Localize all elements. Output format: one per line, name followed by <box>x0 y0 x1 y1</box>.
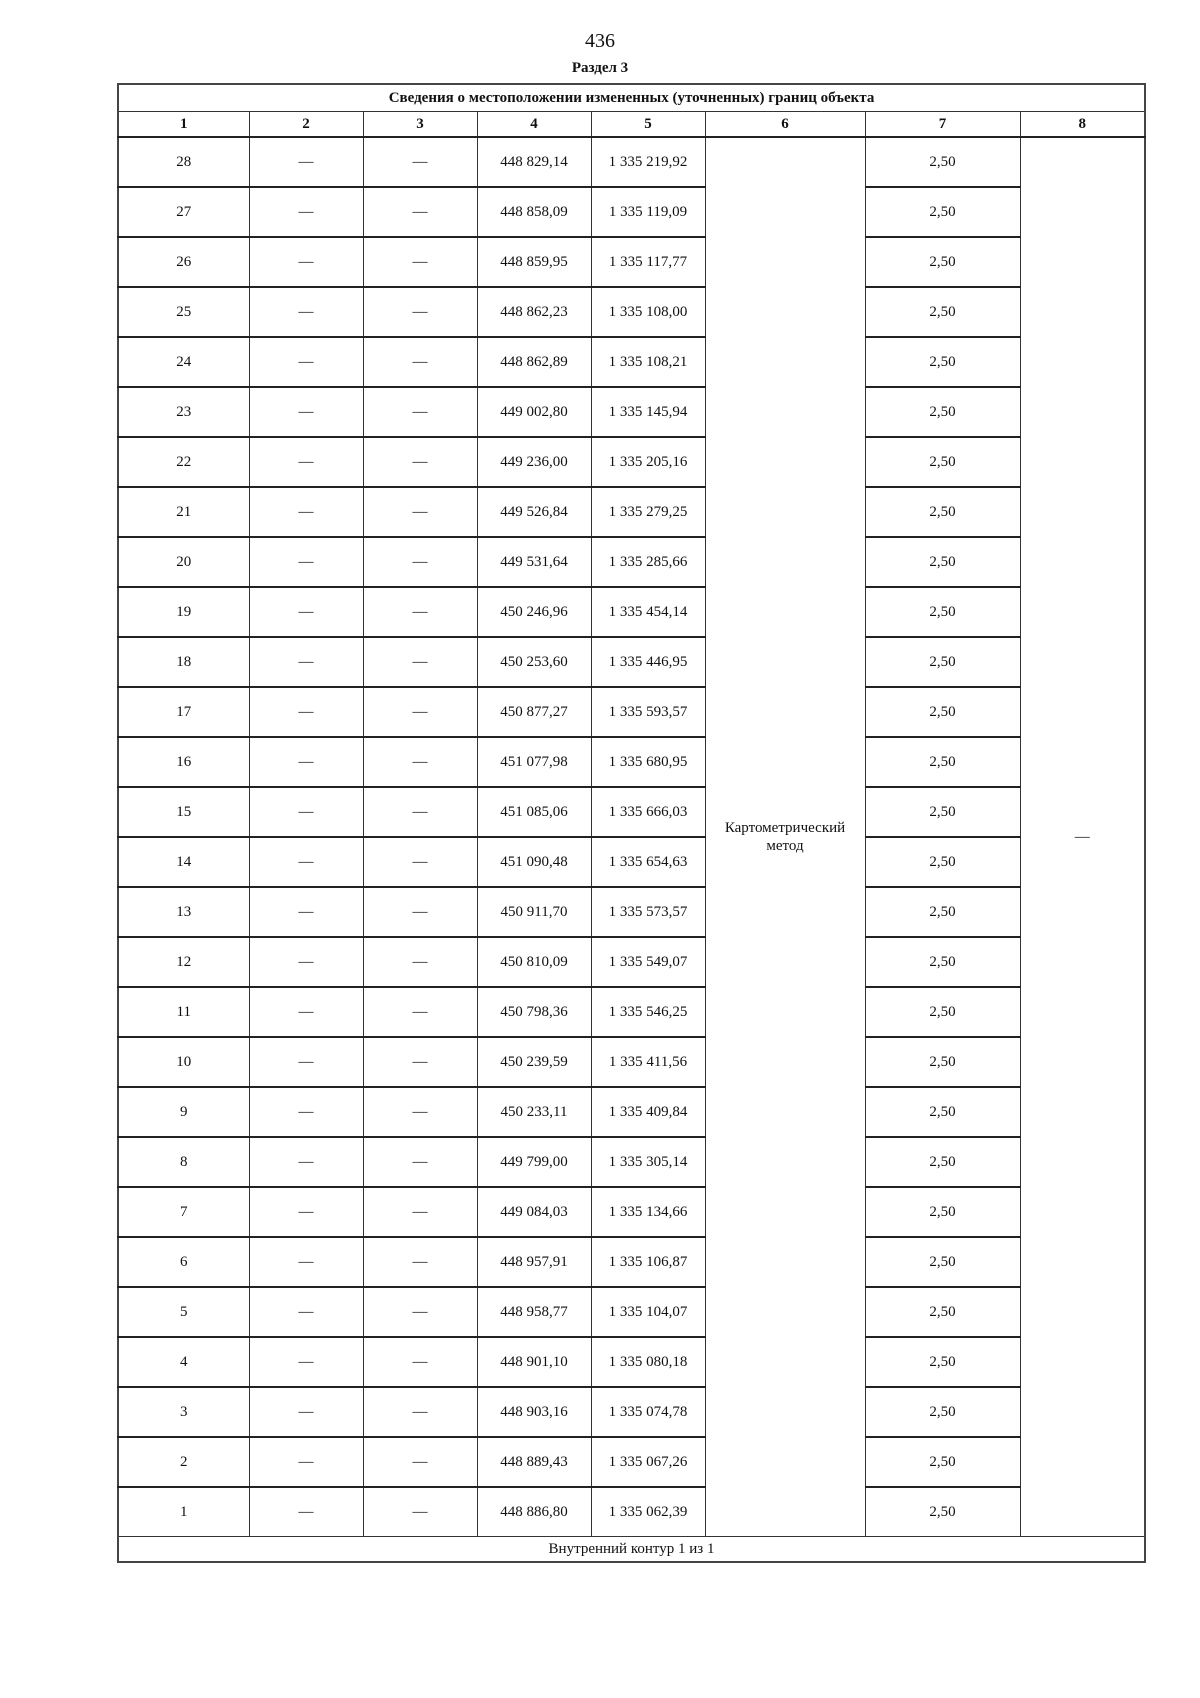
column-3-cell: — <box>363 1337 477 1387</box>
y-coordinate-cell: 1 335 546,25 <box>591 987 705 1037</box>
column-3-cell: — <box>363 787 477 837</box>
point-number-cell: 16 <box>118 737 249 787</box>
column-3-cell: — <box>363 1237 477 1287</box>
boundary-coordinates-table <box>117 83 1146 1563</box>
x-coordinate-cell: 449 526,84 <box>477 487 591 537</box>
y-coordinate-cell: 1 335 285,66 <box>591 537 705 587</box>
column-2-cell: — <box>249 887 363 937</box>
column-2-cell: — <box>249 1137 363 1187</box>
point-number-cell: 7 <box>118 1187 249 1237</box>
point-number-cell: 21 <box>118 487 249 537</box>
table-row <box>118 1437 1145 1487</box>
x-coordinate-cell: 448 901,10 <box>477 1337 591 1387</box>
column-2-cell: — <box>249 987 363 1037</box>
column-number: 8 <box>1020 112 1145 138</box>
point-number-cell: 24 <box>118 337 249 387</box>
column-2-cell: — <box>249 237 363 287</box>
accuracy-cell: 2,50 <box>865 1487 1020 1537</box>
table-row <box>118 637 1145 687</box>
point-number-cell: 3 <box>118 1387 249 1437</box>
column-number: 3 <box>363 112 477 138</box>
table-row <box>118 737 1145 787</box>
x-coordinate-cell: 448 862,23 <box>477 287 591 337</box>
accuracy-cell: 2,50 <box>865 1137 1020 1187</box>
y-coordinate-cell: 1 335 104,07 <box>591 1287 705 1337</box>
column-2-cell: — <box>249 387 363 437</box>
column-number: 5 <box>591 112 705 138</box>
table-row <box>118 1287 1145 1337</box>
column-3-cell: — <box>363 1137 477 1187</box>
point-number-cell: 4 <box>118 1337 249 1387</box>
column-3-cell: — <box>363 837 477 887</box>
column-3-cell: — <box>363 937 477 987</box>
y-coordinate-cell: 1 335 145,94 <box>591 387 705 437</box>
table-row <box>118 987 1145 1037</box>
column-2-cell: — <box>249 1387 363 1437</box>
y-coordinate-cell: 1 335 279,25 <box>591 487 705 537</box>
table-row <box>118 437 1145 487</box>
table-caption: Сведения о местоположении измененных (уточненных) границ объекта <box>118 84 1145 112</box>
table-row <box>118 687 1145 737</box>
x-coordinate-cell: 448 957,91 <box>477 1237 591 1287</box>
point-number-cell: 15 <box>118 787 249 837</box>
x-coordinate-cell: 451 085,06 <box>477 787 591 837</box>
column-number: 6 <box>705 112 865 138</box>
point-number-cell: 28 <box>118 137 249 187</box>
column-number: 4 <box>477 112 591 138</box>
x-coordinate-cell: 448 858,09 <box>477 187 591 237</box>
accuracy-cell: 2,50 <box>865 937 1020 987</box>
table-row <box>118 587 1145 637</box>
table-row <box>118 1387 1145 1437</box>
table-row <box>118 1137 1145 1187</box>
y-coordinate-cell: 1 335 134,66 <box>591 1187 705 1237</box>
column-8-cell: — <box>1020 137 1145 1537</box>
x-coordinate-cell: 448 903,16 <box>477 1387 591 1437</box>
point-number-cell: 9 <box>118 1087 249 1137</box>
x-coordinate-cell: 448 889,43 <box>477 1437 591 1487</box>
y-coordinate-cell: 1 335 409,84 <box>591 1087 705 1137</box>
x-coordinate-cell: 450 877,27 <box>477 687 591 737</box>
column-2-cell: — <box>249 787 363 837</box>
column-number: 1 <box>118 112 249 138</box>
table-row <box>118 1037 1145 1087</box>
page-number: 436 <box>585 30 615 52</box>
method-cell: Картометрический метод <box>705 137 865 1537</box>
y-coordinate-cell: 1 335 219,92 <box>591 137 705 187</box>
point-number-cell: 1 <box>118 1487 249 1537</box>
section-title: Раздел 3 <box>571 60 629 76</box>
accuracy-cell: 2,50 <box>865 637 1020 687</box>
column-3-cell: — <box>363 687 477 737</box>
column-2-cell: — <box>249 737 363 787</box>
column-3-cell: — <box>363 537 477 587</box>
point-number-cell: 19 <box>118 587 249 637</box>
column-2-cell: — <box>249 837 363 887</box>
column-3-cell: — <box>363 887 477 937</box>
table-row <box>118 187 1145 237</box>
column-2-cell: — <box>249 287 363 337</box>
column-3-cell: — <box>363 737 477 787</box>
y-coordinate-cell: 1 335 666,03 <box>591 787 705 837</box>
y-coordinate-cell: 1 335 080,18 <box>591 1337 705 1387</box>
x-coordinate-cell: 448 886,80 <box>477 1487 591 1537</box>
column-2-cell: — <box>249 1237 363 1287</box>
y-coordinate-cell: 1 335 119,09 <box>591 187 705 237</box>
column-3-cell: — <box>363 1487 477 1537</box>
y-coordinate-cell: 1 335 117,77 <box>591 237 705 287</box>
table-row <box>118 937 1145 987</box>
point-number-cell: 22 <box>118 437 249 487</box>
y-coordinate-cell: 1 335 108,00 <box>591 287 705 337</box>
column-3-cell: — <box>363 987 477 1037</box>
column-3-cell: — <box>363 1437 477 1487</box>
y-coordinate-cell: 1 335 573,57 <box>591 887 705 937</box>
accuracy-cell: 2,50 <box>865 1287 1020 1337</box>
column-3-cell: — <box>363 1087 477 1137</box>
point-number-cell: 13 <box>118 887 249 937</box>
point-number-cell: 26 <box>118 237 249 287</box>
column-2-cell: — <box>249 187 363 237</box>
table-row <box>118 1487 1145 1537</box>
contour-note: Внутренний контур 1 из 1 <box>118 1537 1145 1563</box>
accuracy-cell: 2,50 <box>865 987 1020 1037</box>
y-coordinate-cell: 1 335 205,16 <box>591 437 705 487</box>
accuracy-cell: 2,50 <box>865 537 1020 587</box>
table-row <box>118 837 1145 887</box>
x-coordinate-cell: 450 233,11 <box>477 1087 591 1137</box>
column-3-cell: — <box>363 437 477 487</box>
accuracy-cell: 2,50 <box>865 1237 1020 1287</box>
point-number-cell: 2 <box>118 1437 249 1487</box>
column-3-cell: — <box>363 137 477 187</box>
y-coordinate-cell: 1 335 654,63 <box>591 837 705 887</box>
x-coordinate-cell: 451 090,48 <box>477 837 591 887</box>
column-2-cell: — <box>249 1187 363 1237</box>
column-3-cell: — <box>363 587 477 637</box>
point-number-cell: 5 <box>118 1287 249 1337</box>
accuracy-cell: 2,50 <box>865 687 1020 737</box>
y-coordinate-cell: 1 335 411,56 <box>591 1037 705 1087</box>
column-2-cell: — <box>249 1437 363 1487</box>
column-2-cell: — <box>249 1337 363 1387</box>
accuracy-cell: 2,50 <box>865 1037 1020 1087</box>
x-coordinate-cell: 450 246,96 <box>477 587 591 637</box>
point-number-cell: 20 <box>118 537 249 587</box>
x-coordinate-cell: 448 859,95 <box>477 237 591 287</box>
accuracy-cell: 2,50 <box>865 1387 1020 1437</box>
point-number-cell: 25 <box>118 287 249 337</box>
table-row <box>118 1087 1145 1137</box>
accuracy-cell: 2,50 <box>865 187 1020 237</box>
table-row <box>118 287 1145 337</box>
column-2-cell: — <box>249 637 363 687</box>
column-number-row <box>118 112 1145 138</box>
point-number-cell: 17 <box>118 687 249 737</box>
y-coordinate-cell: 1 335 106,87 <box>591 1237 705 1287</box>
column-number: 2 <box>249 112 363 138</box>
point-number-cell: 12 <box>118 937 249 987</box>
accuracy-cell: 2,50 <box>865 1087 1020 1137</box>
x-coordinate-cell: 450 239,59 <box>477 1037 591 1087</box>
x-coordinate-cell: 449 799,00 <box>477 1137 591 1187</box>
accuracy-cell: 2,50 <box>865 487 1020 537</box>
column-3-cell: — <box>363 387 477 437</box>
column-3-cell: — <box>363 237 477 287</box>
y-coordinate-cell: 1 335 305,14 <box>591 1137 705 1187</box>
x-coordinate-cell: 449 531,64 <box>477 537 591 587</box>
y-coordinate-cell: 1 335 454,14 <box>591 587 705 637</box>
point-number-cell: 18 <box>118 637 249 687</box>
x-coordinate-cell: 448 862,89 <box>477 337 591 387</box>
column-2-cell: — <box>249 487 363 537</box>
column-3-cell: — <box>363 337 477 387</box>
x-coordinate-cell: 450 798,36 <box>477 987 591 1037</box>
accuracy-cell: 2,50 <box>865 337 1020 387</box>
x-coordinate-cell: 450 253,60 <box>477 637 591 687</box>
column-3-cell: — <box>363 637 477 687</box>
accuracy-cell: 2,50 <box>865 587 1020 637</box>
column-2-cell: — <box>249 137 363 187</box>
y-coordinate-cell: 1 335 593,57 <box>591 687 705 737</box>
column-2-cell: — <box>249 1487 363 1537</box>
y-coordinate-cell: 1 335 549,07 <box>591 937 705 987</box>
y-coordinate-cell: 1 335 062,39 <box>591 1487 705 1537</box>
y-coordinate-cell: 1 335 074,78 <box>591 1387 705 1437</box>
accuracy-cell: 2,50 <box>865 237 1020 287</box>
column-2-cell: — <box>249 587 363 637</box>
table-row <box>118 787 1145 837</box>
table-row <box>118 1187 1145 1237</box>
x-coordinate-cell: 450 911,70 <box>477 887 591 937</box>
x-coordinate-cell: 448 829,14 <box>477 137 591 187</box>
x-coordinate-cell: 451 077,98 <box>477 737 591 787</box>
column-2-cell: — <box>249 1287 363 1337</box>
x-coordinate-cell: 450 810,09 <box>477 937 591 987</box>
accuracy-cell: 2,50 <box>865 837 1020 887</box>
x-coordinate-cell: 449 236,00 <box>477 437 591 487</box>
point-number-cell: 27 <box>118 187 249 237</box>
x-coordinate-cell: 449 084,03 <box>477 1187 591 1237</box>
column-2-cell: — <box>249 1087 363 1137</box>
y-coordinate-cell: 1 335 680,95 <box>591 737 705 787</box>
point-number-cell: 10 <box>118 1037 249 1087</box>
y-coordinate-cell: 1 335 446,95 <box>591 637 705 687</box>
table-row <box>118 1337 1145 1387</box>
table-row <box>118 237 1145 287</box>
table-row <box>118 337 1145 387</box>
point-number-cell: 6 <box>118 1237 249 1287</box>
y-coordinate-cell: 1 335 108,21 <box>591 337 705 387</box>
column-2-cell: — <box>249 937 363 987</box>
table-row <box>118 537 1145 587</box>
column-2-cell: — <box>249 687 363 737</box>
point-number-cell: 23 <box>118 387 249 437</box>
table-row <box>118 137 1145 187</box>
accuracy-cell: 2,50 <box>865 387 1020 437</box>
column-2-cell: — <box>249 1037 363 1087</box>
y-coordinate-cell: 1 335 067,26 <box>591 1437 705 1487</box>
table-row <box>118 387 1145 437</box>
accuracy-cell: 2,50 <box>865 137 1020 187</box>
table-body <box>118 137 1145 1537</box>
column-2-cell: — <box>249 537 363 587</box>
accuracy-cell: 2,50 <box>865 887 1020 937</box>
point-number-cell: 14 <box>118 837 249 887</box>
accuracy-cell: 2,50 <box>865 1337 1020 1387</box>
column-3-cell: — <box>363 1287 477 1337</box>
accuracy-cell: 2,50 <box>865 787 1020 837</box>
point-number-cell: 11 <box>118 987 249 1037</box>
table-row <box>118 487 1145 537</box>
column-3-cell: — <box>363 1187 477 1237</box>
column-3-cell: — <box>363 287 477 337</box>
column-3-cell: — <box>363 187 477 237</box>
table-row <box>118 887 1145 937</box>
column-3-cell: — <box>363 1037 477 1087</box>
column-number: 7 <box>865 112 1020 138</box>
table-row <box>118 1237 1145 1287</box>
column-3-cell: — <box>363 487 477 537</box>
accuracy-cell: 2,50 <box>865 1187 1020 1237</box>
column-2-cell: — <box>249 437 363 487</box>
point-number-cell: 8 <box>118 1137 249 1187</box>
accuracy-cell: 2,50 <box>865 437 1020 487</box>
column-3-cell: — <box>363 1387 477 1437</box>
x-coordinate-cell: 449 002,80 <box>477 387 591 437</box>
accuracy-cell: 2,50 <box>865 737 1020 787</box>
column-2-cell: — <box>249 337 363 387</box>
accuracy-cell: 2,50 <box>865 287 1020 337</box>
x-coordinate-cell: 448 958,77 <box>477 1287 591 1337</box>
accuracy-cell: 2,50 <box>865 1437 1020 1487</box>
